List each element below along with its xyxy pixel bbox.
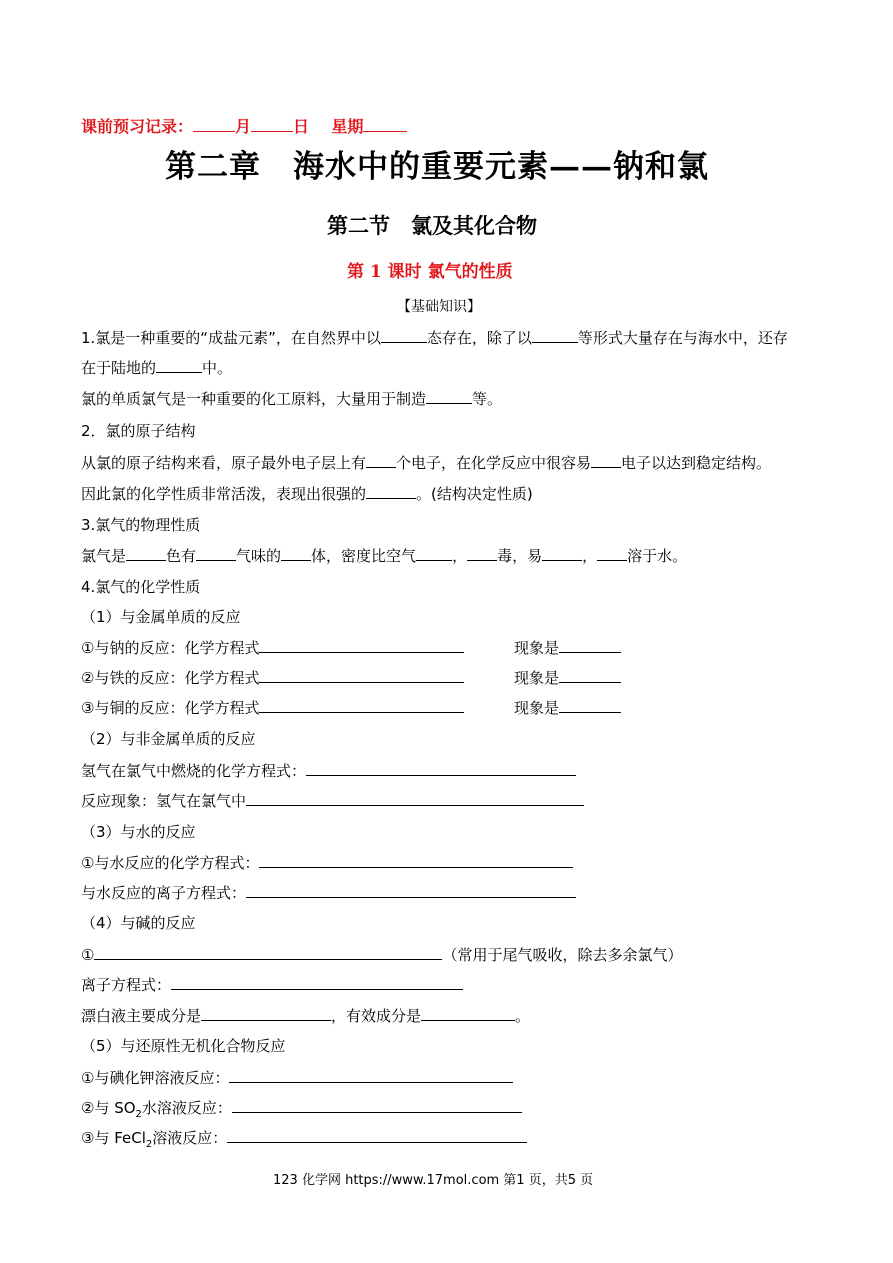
q4-s1-heading: （1）与金属单质的反应 — [81, 608, 241, 626]
q4-s4-l1 — [81, 944, 682, 965]
q3-text-1: 氯气是 — [81, 547, 127, 565]
month-label: 月 — [235, 117, 252, 136]
fecl2-reaction-label: ③与 FeCl — [81, 1129, 146, 1147]
day-blank[interactable] — [251, 116, 293, 132]
iron-phenomenon-blank[interactable] — [559, 667, 621, 683]
q2-text-3: 电子以达到稳定结构。 — [621, 454, 772, 472]
q4-s2-l1 — [81, 760, 576, 781]
q4-s4-l2 — [81, 974, 463, 995]
preview-record-line — [81, 114, 407, 137]
q3-blank-1[interactable] — [126, 545, 166, 561]
copper-reaction-label: ③与铜的反应：化学方程式 — [81, 699, 260, 717]
q1-line1 — [81, 327, 788, 348]
q3-text-3: 气味的 — [236, 547, 282, 565]
q1-text-5: 中。 — [202, 359, 233, 377]
base-ionic-label: 离子方程式： — [81, 976, 172, 994]
base-note: （常用于尾气吸收，除去多余氯气） — [442, 946, 683, 964]
copper-phenomenon-label: 现象是 — [514, 699, 560, 717]
so2-reaction-label: ②与 SO — [81, 1099, 136, 1117]
copper-equation-blank[interactable] — [259, 697, 464, 713]
so2-reaction-label-2: 水溶液反应： — [141, 1099, 232, 1117]
water-equation-label: ①与水反应的化学方程式： — [81, 854, 260, 872]
q4-s4-heading: （4）与碱的反应 — [81, 914, 196, 932]
month-blank[interactable] — [193, 116, 235, 132]
q4-s5-l2 — [81, 1097, 522, 1120]
q3-text-2: 色有 — [166, 547, 197, 565]
q3-blank-4[interactable] — [416, 545, 452, 561]
q4-s4-l3 — [81, 1005, 530, 1026]
iron-reaction-label: ②与铁的反应：化学方程式 — [81, 669, 260, 687]
q2-blank-1[interactable] — [366, 452, 396, 468]
hydrogen-equation-blank[interactable] — [306, 760, 576, 776]
copper-phenomenon-blank[interactable] — [559, 697, 621, 713]
q1-text-1: 1.氯是一种重要的“成盐元素”，在自然界中以 — [81, 329, 381, 347]
hydrogen-equation-label: 氢气在氯气中燃烧的化学方程式： — [81, 762, 307, 780]
q2-blank-2[interactable] — [591, 452, 621, 468]
q3-text-7: ， — [582, 547, 598, 565]
q1-text-3: 等形式大量存在与海水中，还存 — [577, 329, 788, 347]
q3-text-6: 毒，易 — [497, 547, 543, 565]
basic-knowledge-heading: 【基础知识】 — [397, 299, 481, 315]
q4-s1-p1 — [514, 637, 621, 658]
q2-blank-3[interactable] — [366, 483, 416, 499]
sodium-phenomenon-blank[interactable] — [559, 637, 621, 653]
q2-text-4: 因此氯的化学性质非常活泼，表现出很强的 — [81, 485, 367, 503]
day-label: 日 — [293, 117, 310, 136]
q3-blank-5[interactable] — [467, 545, 497, 561]
q1-blank-3[interactable] — [156, 357, 202, 373]
q3-heading: 3.氯气的物理性质 — [81, 516, 201, 534]
q1-blank-4[interactable] — [426, 388, 472, 404]
sodium-phenomenon-label: 现象是 — [514, 639, 560, 657]
q2-text-5: 。(结构决定性质) — [416, 485, 533, 503]
q3-text-8: 溶于水。 — [627, 547, 688, 565]
weekday-blank[interactable] — [363, 116, 407, 132]
fecl2-reaction-blank[interactable] — [227, 1127, 527, 1143]
q2-text-1: 从氯的原子结构来看，原子最外电子层上有 — [81, 454, 367, 472]
q2-heading: 2．氯的原子结构 — [81, 422, 196, 440]
bleach-main-blank[interactable] — [201, 1005, 331, 1021]
q4-s2-l2 — [81, 790, 584, 811]
chapter-title: 第二章 海水中的重要元素——钠和氯 — [165, 149, 709, 185]
q4-s1-r2 — [81, 667, 464, 688]
bleach-main-label: 漂白液主要成分是 — [81, 1007, 202, 1025]
q2-line1 — [81, 452, 771, 473]
water-ionic-label: 与水反应的离子方程式： — [81, 884, 247, 902]
q3-text-4: 体，密度比空气 — [311, 547, 417, 565]
q4-s5-l3 — [81, 1127, 527, 1150]
ki-reaction-label: ①与碘化钾溶液反应： — [81, 1069, 230, 1087]
q4-s5-l1 — [81, 1067, 513, 1088]
weekday-label: 星期 — [331, 117, 364, 136]
water-ionic-blank[interactable] — [246, 882, 576, 898]
hydrogen-phenomenon-blank[interactable] — [246, 790, 584, 806]
q4-s3-l1 — [81, 852, 573, 873]
q4-s5-heading: （5）与还原性无机化合物反应 — [81, 1037, 286, 1055]
q3-blank-6[interactable] — [542, 545, 582, 561]
q1-text-4: 在于陆地的 — [81, 359, 157, 377]
q2-line2 — [81, 483, 533, 504]
hydrogen-phenomenon-label: 反应现象：氢气在氯气中 — [81, 792, 247, 810]
q4-s2-heading: （2）与非金属单质的反应 — [81, 730, 256, 748]
base-equation-blank[interactable] — [94, 944, 442, 960]
ki-reaction-blank[interactable] — [229, 1067, 513, 1083]
fecl2-reaction-label-2: 溶液反应： — [152, 1129, 228, 1147]
q1-text-6: 氯的单质氯气是一种重要的化工原料，大量用于制造 — [81, 390, 427, 408]
page-footer: 123 化学网 https://www.17mol.com 第1 页，共5 页 — [273, 1173, 594, 1188]
sodium-reaction-label: ①与钠的反应：化学方程式 — [81, 639, 260, 657]
base-ionic-blank[interactable] — [171, 974, 463, 990]
water-equation-blank[interactable] — [259, 852, 573, 868]
lesson-title: 第 1 课时 氯气的性质 — [347, 262, 513, 282]
q2-text-2: 个电子，在化学反应中很容易 — [396, 454, 592, 472]
q4-s1-p3 — [514, 697, 621, 718]
q3-line1 — [81, 545, 687, 566]
q4-s3-heading: （3）与水的反应 — [81, 823, 196, 841]
q3-text-5: ， — [452, 547, 468, 565]
so2-subscript: 2 — [135, 1109, 142, 1120]
base-circle-number: ① — [81, 946, 95, 964]
q1-blank-2[interactable] — [532, 327, 578, 343]
iron-phenomenon-label: 现象是 — [514, 669, 560, 687]
q3-blank-3[interactable] — [281, 545, 311, 561]
bleach-active-label: ，有效成分是 — [331, 1007, 422, 1025]
q1-line2 — [81, 357, 232, 378]
bleach-end: 。 — [515, 1007, 531, 1025]
q3-blank-7[interactable] — [597, 545, 627, 561]
q1-blank-1[interactable] — [381, 327, 427, 343]
q4-heading: 4.氯气的化学性质 — [81, 578, 201, 596]
q4-s1-p2 — [514, 667, 621, 688]
q1-text-2: 态存在，除了以 — [426, 329, 532, 347]
q4-s3-l2 — [81, 882, 576, 903]
so2-reaction-blank[interactable] — [232, 1097, 522, 1113]
preview-record-label: 课前预习记录： — [81, 117, 194, 136]
q1-text-7: 等。 — [472, 390, 503, 408]
q4-s1-r1 — [81, 637, 464, 658]
section-title: 第二节 氯及其化合物 — [327, 213, 537, 238]
bleach-active-blank[interactable] — [421, 1005, 515, 1021]
q4-s1-r3 — [81, 697, 464, 718]
q1-line3 — [81, 388, 502, 409]
fecl2-subscript: 2 — [145, 1139, 153, 1150]
iron-equation-blank[interactable] — [259, 667, 464, 683]
sodium-equation-blank[interactable] — [259, 637, 464, 653]
q3-blank-2[interactable] — [196, 545, 236, 561]
